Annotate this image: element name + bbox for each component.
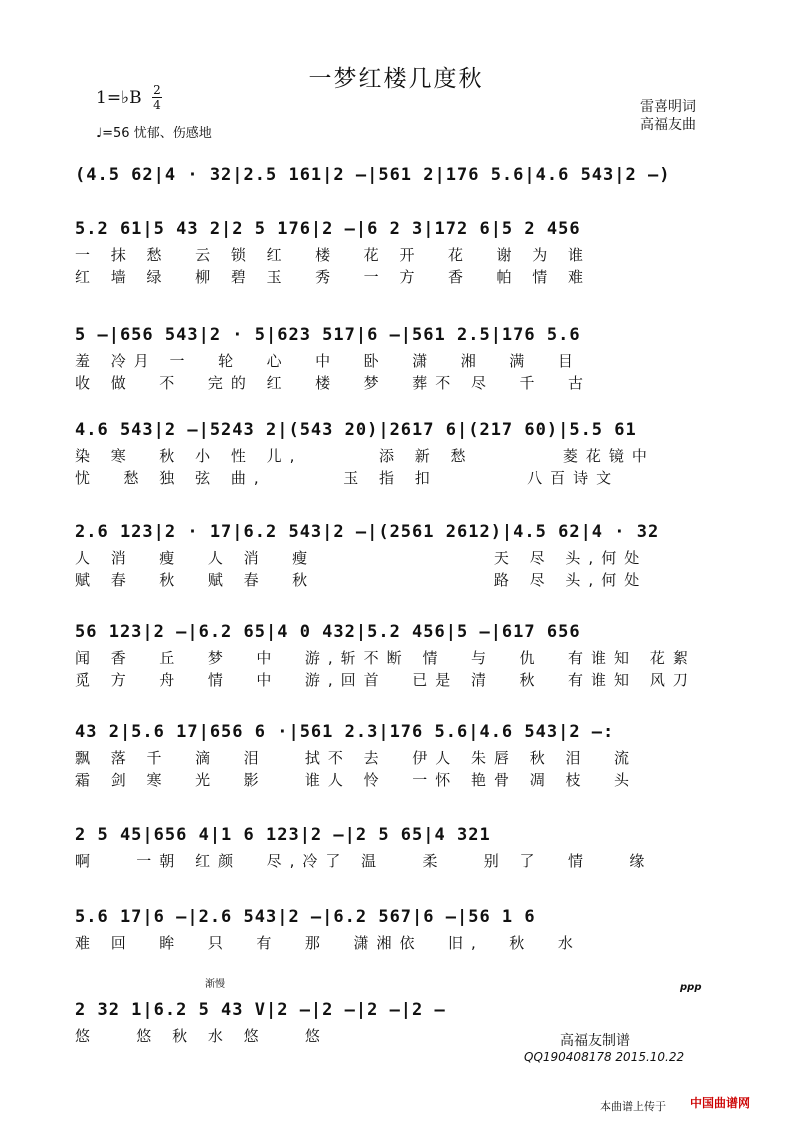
notation-line: [75, 818, 715, 850]
lyric-line: [75, 190, 715, 212]
score-line: [75, 515, 715, 591]
dynamic-marking: ppp: [680, 982, 702, 993]
page-title: 一梦红楼几度秋: [308, 66, 484, 92]
lyric-line: 人 消 瘦 人 消 瘦 天 尽 头,何处: [75, 549, 648, 567]
lyric-line: 红 墙 绿 柳 碧 玉 秀 一 方 香 帕 情 难: [75, 268, 592, 286]
arranger-credit: 高福友制谱: [560, 1033, 630, 1049]
lyric-line: 羞 冷月 一 轮 心 中 卧 潇 湘 满 目: [75, 352, 581, 370]
site-logo: 中国曲谱网: [690, 1096, 751, 1110]
composer: 高福友曲: [640, 117, 696, 133]
notes: 4.6 543|2 –|5243 2|(543 20)|2617 6|(217 60)|5.5 61: [75, 420, 637, 440]
credits: [640, 98, 696, 134]
lyric-line: 赋 春 秋 赋 春 秋 路 尽 头,何处: [75, 571, 648, 589]
lyricist: 雷喜明词: [640, 99, 696, 115]
notation-line: [75, 413, 715, 445]
upload-text: 本曲谱上传于: [600, 1100, 666, 1113]
score-line: [75, 615, 715, 691]
lyric-line: 收 做 不 完的 红 楼 梦 葬不 尽 千 古: [75, 374, 592, 392]
notes: 56 123|2 –|6.2 65|4 0 432|5.2 456|5 –|617 656: [75, 622, 581, 642]
lyric-line: 啊 一朝 红颜 尽,冷了 温 柔 别 了 情 缘: [75, 852, 653, 870]
notation-line: [75, 615, 715, 647]
notes: 5 –|656 543|2 · 5|623 517|6 –|561 2.5|176 5.6: [75, 325, 581, 345]
score-line: [75, 318, 715, 394]
lyric-line: 一 抹 愁 云 锁 红 楼 花 开 花 谢 为 谁: [75, 246, 592, 264]
lyric-line: 染 寒 秋 小 性 儿, 添 新 愁 菱花镜中: [75, 447, 655, 465]
score-line: [75, 413, 715, 489]
notes: 5.2 61|5 43 2|2 5 176|2 –|6 2 3|172 6|5 2 456: [75, 219, 581, 239]
qq-date: QQ190408178 2015.10.22: [524, 1050, 685, 1064]
lyric-line: 忧 愁 独 弦 曲, 玉 指 扣 八百诗文: [75, 469, 620, 487]
notes: (4.5 62|4 · 32|2.5 161|2 –|561 2|176 5.6|4.6 543|2 –): [75, 165, 671, 185]
notation-line: [75, 900, 715, 932]
rit-marking: 渐慢: [205, 979, 225, 990]
lyric-line: 飘 落 千 滴 泪 拭不 去 伊人 朱唇 秋 泪 流: [75, 749, 638, 767]
notes: 43 2|5.6 17|656 6 ·|561 2.3|176 5.6|4.6 543|2 –:: [75, 722, 615, 742]
notation-line: [75, 158, 715, 190]
score-line: [75, 818, 715, 894]
notation-line: [75, 212, 715, 244]
lyric-line: 霜 剑 寒 光 影 谁人 怜 一怀 艳骨 凋 枝 头: [75, 771, 638, 789]
lyric-line: 觅 方 舟 情 中 游,回首 已是 清 秋 有谁知 风刀: [75, 671, 696, 689]
notes: 2 5 45|656 4|1 6 123|2 –|2 5 65|4 321: [75, 825, 491, 845]
lyric-line: [75, 954, 715, 976]
key-signature: 1=♭B: [96, 88, 142, 108]
meter-top: 2: [153, 83, 161, 97]
notation-line: [75, 993, 715, 1025]
notation-line: [75, 715, 715, 747]
notes: 2.6 123|2 · 17|6.2 543|2 –|(2561 2612)|4.5 62|4 · 32: [75, 522, 660, 542]
time-signature: [152, 84, 162, 111]
notation-line: [75, 515, 715, 547]
lyric-line: 闻 香 丘 梦 中 游,斩不断 情 与 仇 有谁知 花絮: [75, 649, 696, 667]
lyric-line: 难 回 眸 只 有 那 潇湘依 旧, 秋 水: [75, 934, 581, 952]
notes: 5.6 17|6 –|2.6 543|2 –|6.2 567|6 –|56 1 6: [75, 907, 536, 927]
score-line: [75, 715, 715, 791]
score-line: [75, 212, 715, 288]
notation-line: [75, 318, 715, 350]
meter-bottom: 4: [153, 98, 161, 112]
lyric-line: [75, 872, 715, 894]
lyric-line: 悠 悠 秋 水 悠 悠: [75, 1027, 328, 1045]
tempo-marking: ♩=56 忧郁、伤感地: [96, 126, 212, 141]
score-line: [75, 900, 715, 976]
notes: 2 32 1|6.2 5 43 V|2 –|2 –|2 –|2 –: [75, 1000, 446, 1020]
